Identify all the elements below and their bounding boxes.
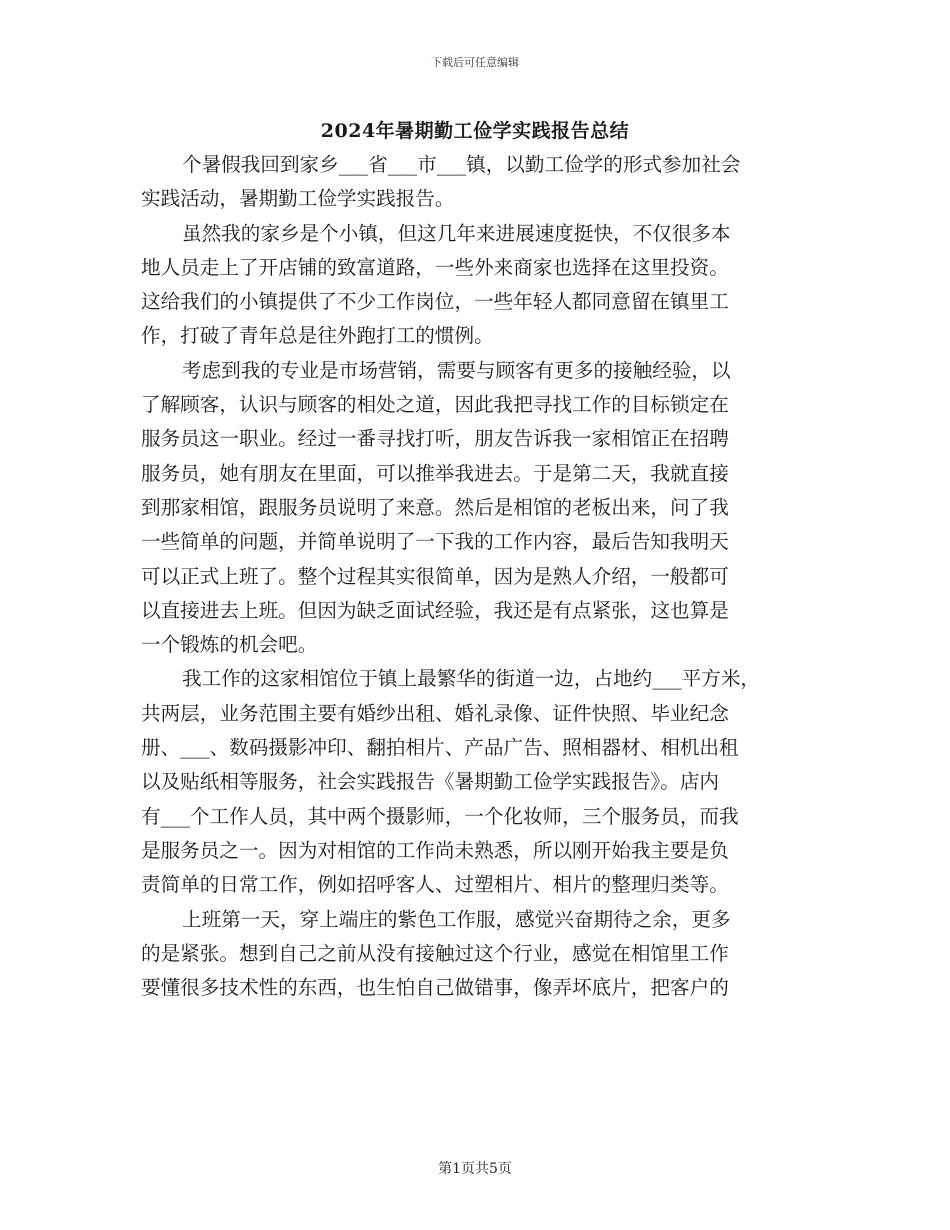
- text-line: 责简单的日常工作，例如招呼客人、过塑相片、相片的整理归类等。: [141, 873, 729, 897]
- text-line: 可以正式上班了。整个过程其实很简单，因为是熟人介绍，一般都可: [141, 564, 729, 588]
- text-line: 实践活动，暑期勤工俭学实践报告。: [141, 187, 455, 211]
- text-line: 了解顾客，认识与顾客的相处之道，因此我把寻找工作的目标锁定在: [141, 393, 729, 417]
- document-title: 2024年暑期勤工俭学实践报告总结: [320, 120, 630, 142]
- header-note: 下载后可任意编辑: [431, 56, 519, 69]
- page-footer: 第1页共5页: [438, 1161, 512, 1177]
- text-line: 以直接进去上班。但因为缺乏面试经验，我还是有点紧张，这也算是: [141, 598, 729, 622]
- text-line: 服务员这一职业。经过一番寻找打听，朋友告诉我一家相馆正在招聘: [141, 427, 729, 451]
- text-line: 共两层，业务范围主要有婚纱出租、婚礼录像、证件快照、毕业纪念: [141, 701, 729, 725]
- text-line: 个暑假我回到家乡___省___市___镇，以勤工俭学的形式参加社会: [182, 153, 741, 176]
- text-line: 的是紧张。想到自己之前从没有接触过这个行业，感觉在相馆里工作: [141, 941, 729, 965]
- text-line: 作，打破了青年总是往外跑打工的惯例。: [141, 324, 494, 348]
- text-line: 上班第一天，穿上端庄的紫色工作服，感觉兴奋期待之余，更多: [182, 907, 731, 931]
- document-body: [141, 148, 821, 1005]
- text-line: 册、___、数码摄影冲印、翻拍相片、产品广告、照相器材、相机出租: [141, 736, 739, 760]
- text-line: 虽然我的家乡是个小镇，但这几年来进展速度挺快，不仅很多本: [182, 221, 731, 245]
- text-line: 考虑到我的专业是市场营销，需要与顾客有更多的接触经验，以: [182, 358, 731, 382]
- text-line: 有___个工作人员，其中两个摄影师，一个化妆师，三个服务员，而我: [141, 804, 739, 828]
- text-line: 是服务员之一。因为对相馆的工作尚未熟悉，所以刚开始我主要是负: [141, 838, 729, 862]
- text-line: 服务员，她有朋友在里面，可以推举我进去。于是第二天，我就直接: [141, 461, 729, 485]
- text-line: 这给我们的小镇提供了不少工作岗位，一些年轻人都同意留在镇里工: [141, 290, 729, 314]
- text-line: 要懂很多技术性的东西，也生怕自己做错事，像弄坏底片，把客户的: [141, 976, 729, 1000]
- text-line: 一个锻炼的机会吧。: [141, 633, 318, 657]
- text-line: 我工作的这家相馆位于镇上最繁华的街道一边，占地约___平方米，: [182, 667, 761, 691]
- text-line: 一些简单的问题，并简单说明了一下我的工作内容，最后告知我明天: [141, 530, 729, 554]
- text-line: 地人员走上了开店铺的致富道路，一些外来商家也选择在这里投资。: [141, 255, 729, 279]
- text-line: 到那家相馆，跟服务员说明了来意。然后是相馆的老板出来，问了我: [141, 495, 729, 519]
- text-line: 以及贴纸相等服务，社会实践报告《暑期勤工俭学实践报告》。店内: [141, 770, 720, 794]
